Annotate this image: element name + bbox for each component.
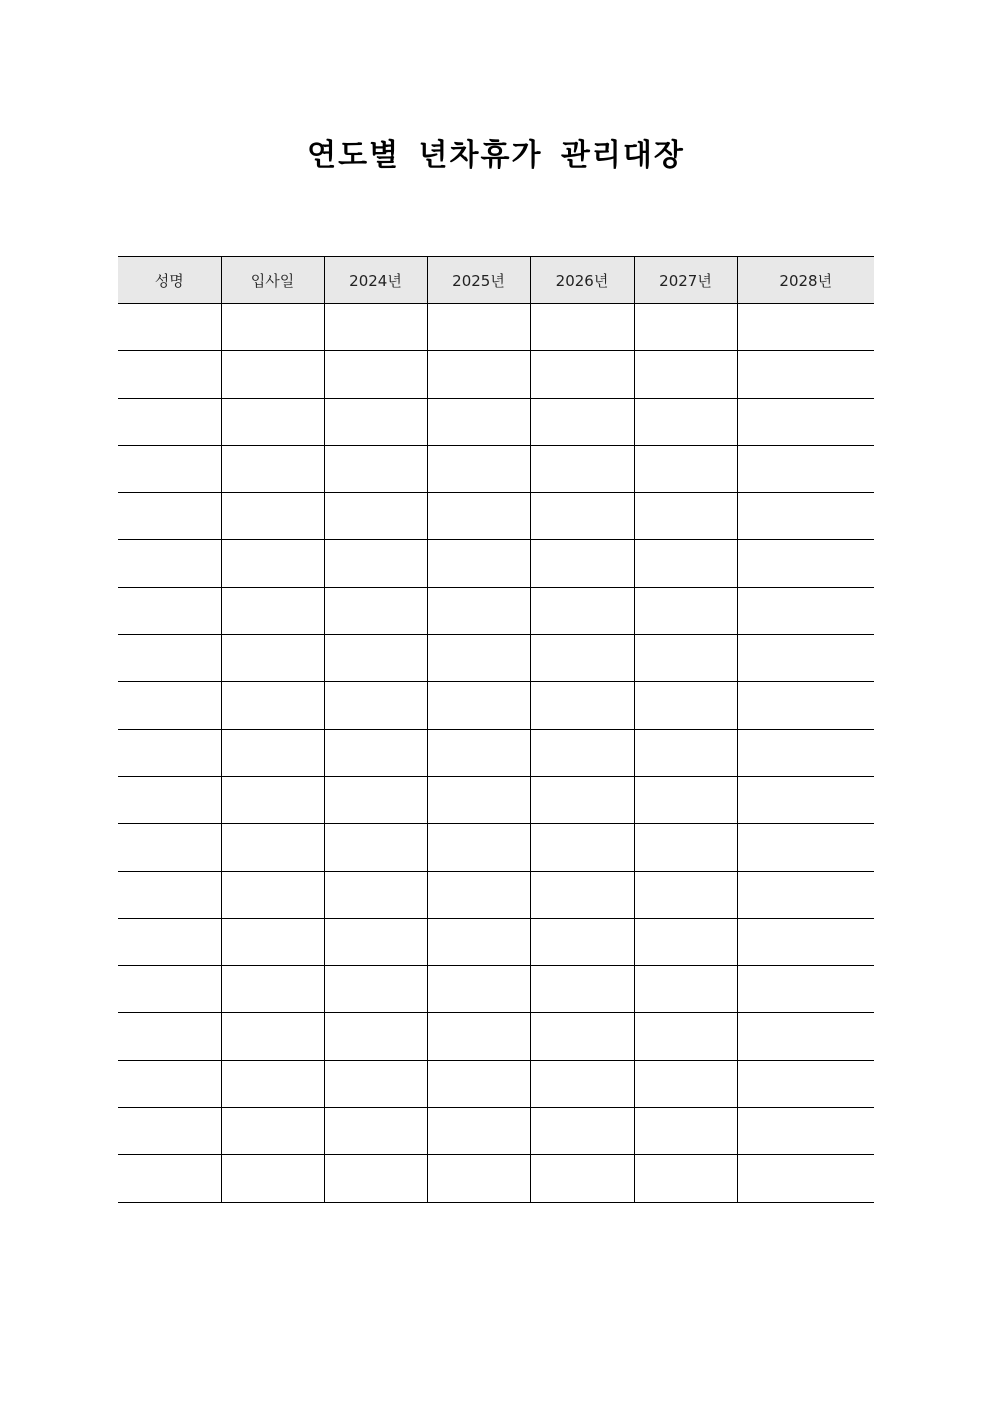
table-cell[interactable]	[634, 1108, 737, 1155]
table-cell[interactable]	[324, 1108, 427, 1155]
table-cell[interactable]	[634, 493, 737, 540]
header-year-2028: 2028년	[737, 257, 874, 304]
table-cell[interactable]	[530, 493, 634, 540]
table-cell[interactable]	[530, 824, 634, 871]
table-cell[interactable]	[221, 1155, 324, 1202]
table-cell[interactable]	[737, 398, 874, 445]
table-header	[118, 257, 874, 304]
table-cell[interactable]	[427, 540, 530, 587]
table-row	[118, 1108, 874, 1155]
table-cell[interactable]	[427, 776, 530, 823]
table-cell[interactable]	[737, 1108, 874, 1155]
table-row	[118, 540, 874, 587]
table-cell[interactable]	[530, 918, 634, 965]
table-cell[interactable]	[530, 540, 634, 587]
table-cell[interactable]	[634, 1060, 737, 1107]
table-row	[118, 445, 874, 492]
table-cell[interactable]	[530, 304, 634, 351]
table-cell[interactable]	[324, 493, 427, 540]
table-cell[interactable]	[737, 587, 874, 634]
header-year-2026: 2026년	[530, 257, 634, 304]
table-cell[interactable]	[221, 398, 324, 445]
table-cell[interactable]	[634, 540, 737, 587]
table-cell[interactable]	[118, 540, 221, 587]
table-row	[118, 351, 874, 398]
table-cell[interactable]	[634, 1013, 737, 1060]
table-cell[interactable]	[221, 966, 324, 1013]
table-cell[interactable]	[118, 1013, 221, 1060]
table-cell[interactable]	[530, 1060, 634, 1107]
table-row	[118, 1060, 874, 1107]
table-cell[interactable]	[737, 966, 874, 1013]
table-row	[118, 1155, 874, 1202]
table-cell[interactable]	[427, 304, 530, 351]
table-cell[interactable]	[634, 776, 737, 823]
table-cell[interactable]	[221, 445, 324, 492]
table-cell[interactable]	[737, 776, 874, 823]
table-cell[interactable]	[737, 445, 874, 492]
table-cell[interactable]	[118, 351, 221, 398]
table-cell[interactable]	[737, 304, 874, 351]
table-row	[118, 1013, 874, 1060]
table-cell[interactable]	[324, 871, 427, 918]
table-cell[interactable]	[530, 398, 634, 445]
annual-leave-table	[118, 256, 874, 1203]
table-cell[interactable]	[530, 1013, 634, 1060]
table-cell[interactable]	[737, 351, 874, 398]
table-cell[interactable]	[118, 871, 221, 918]
table-cell[interactable]	[634, 1155, 737, 1202]
header-hire-date: 입사일	[221, 257, 324, 304]
table-cell[interactable]	[118, 729, 221, 776]
table-cell[interactable]	[118, 398, 221, 445]
table-row	[118, 304, 874, 351]
table-cell[interactable]	[427, 918, 530, 965]
table-cell[interactable]	[324, 729, 427, 776]
table-cell[interactable]	[737, 729, 874, 776]
table-cell[interactable]	[221, 1013, 324, 1060]
table-cell[interactable]	[324, 587, 427, 634]
header-name: 성명	[118, 257, 221, 304]
table-cell[interactable]	[118, 304, 221, 351]
header-year-2027: 2027년	[634, 257, 737, 304]
table-cell[interactable]	[118, 824, 221, 871]
table-cell[interactable]	[427, 351, 530, 398]
table-cell[interactable]	[427, 1155, 530, 1202]
table-cell[interactable]	[530, 966, 634, 1013]
table-cell[interactable]	[324, 966, 427, 1013]
table-cell[interactable]	[530, 776, 634, 823]
table-cell[interactable]	[634, 966, 737, 1013]
table-cell[interactable]	[221, 304, 324, 351]
header-row	[118, 257, 874, 304]
table-cell[interactable]	[221, 682, 324, 729]
table-cell[interactable]	[221, 776, 324, 823]
table-cell[interactable]	[427, 635, 530, 682]
table-cell[interactable]	[324, 304, 427, 351]
table-cell[interactable]	[737, 918, 874, 965]
table-cell[interactable]	[221, 635, 324, 682]
table-cell[interactable]	[427, 824, 530, 871]
table-cell[interactable]	[634, 871, 737, 918]
table-row	[118, 824, 874, 871]
table-cell[interactable]	[530, 1108, 634, 1155]
table-cell[interactable]	[221, 587, 324, 634]
table-cell[interactable]	[324, 540, 427, 587]
table-cell[interactable]	[221, 351, 324, 398]
table-cell[interactable]	[324, 682, 427, 729]
table-cell[interactable]	[634, 918, 737, 965]
table-cell[interactable]	[530, 1155, 634, 1202]
table-cell[interactable]	[221, 540, 324, 587]
table-cell[interactable]	[427, 493, 530, 540]
table-cell[interactable]	[737, 1155, 874, 1202]
table-cell[interactable]	[427, 445, 530, 492]
header-year-2025: 2025년	[427, 257, 530, 304]
table-cell[interactable]	[634, 824, 737, 871]
table-cell[interactable]	[324, 824, 427, 871]
table-cell[interactable]	[634, 635, 737, 682]
table-cell[interactable]	[737, 635, 874, 682]
table-cell[interactable]	[427, 729, 530, 776]
page-title: 연도별 년차휴가 관리대장	[307, 138, 685, 173]
table-cell[interactable]	[427, 1060, 530, 1107]
table-cell[interactable]	[634, 587, 737, 634]
table-cell[interactable]	[737, 824, 874, 871]
table-cell[interactable]	[634, 304, 737, 351]
table-cell[interactable]	[634, 445, 737, 492]
table-cell[interactable]	[324, 351, 427, 398]
table-cell[interactable]	[427, 871, 530, 918]
table-cell[interactable]	[324, 635, 427, 682]
table-cell[interactable]	[118, 682, 221, 729]
table-cell[interactable]	[737, 871, 874, 918]
table-cell[interactable]	[324, 1060, 427, 1107]
table-cell[interactable]	[221, 493, 324, 540]
table-cell[interactable]	[221, 1060, 324, 1107]
table-cell[interactable]	[118, 445, 221, 492]
table-row	[118, 729, 874, 776]
table-cell[interactable]	[221, 824, 324, 871]
header-year-2024: 2024년	[324, 257, 427, 304]
table-cell[interactable]	[324, 1013, 427, 1060]
table-cell[interactable]	[324, 398, 427, 445]
table-cell[interactable]	[530, 682, 634, 729]
table-row	[118, 966, 874, 1013]
table-cell[interactable]	[118, 1155, 221, 1202]
table-row	[118, 918, 874, 965]
table-cell[interactable]	[634, 729, 737, 776]
table-cell[interactable]	[427, 1013, 530, 1060]
table-cell[interactable]	[324, 1155, 427, 1202]
table-cell[interactable]	[427, 1108, 530, 1155]
table-cell[interactable]	[427, 398, 530, 445]
table-cell[interactable]	[737, 493, 874, 540]
table-cell[interactable]	[530, 445, 634, 492]
table-cell[interactable]	[324, 918, 427, 965]
table-cell[interactable]	[118, 1060, 221, 1107]
table-row	[118, 635, 874, 682]
table-cell[interactable]	[118, 493, 221, 540]
table-cell[interactable]	[221, 729, 324, 776]
table-cell[interactable]	[324, 776, 427, 823]
table-cell[interactable]	[634, 398, 737, 445]
table-cell[interactable]	[737, 540, 874, 587]
table-cell[interactable]	[118, 1108, 221, 1155]
table-cell[interactable]	[427, 682, 530, 729]
table-row	[118, 398, 874, 445]
table-row	[118, 682, 874, 729]
table-cell[interactable]	[118, 776, 221, 823]
table-cell[interactable]	[221, 871, 324, 918]
table-cell[interactable]	[737, 1060, 874, 1107]
table-cell[interactable]	[530, 587, 634, 634]
table-cell[interactable]	[737, 1013, 874, 1060]
table-row	[118, 871, 874, 918]
table-cell[interactable]	[737, 682, 874, 729]
table-cell[interactable]	[118, 587, 221, 634]
table-cell[interactable]	[427, 966, 530, 1013]
table-cell[interactable]	[118, 918, 221, 965]
table-cell[interactable]	[118, 635, 221, 682]
table-cell[interactable]	[427, 587, 530, 634]
table-cell[interactable]	[634, 682, 737, 729]
table-cell[interactable]	[530, 635, 634, 682]
table-cell[interactable]	[118, 966, 221, 1013]
table-body	[118, 304, 874, 1203]
table-cell[interactable]	[634, 351, 737, 398]
table-cell[interactable]	[530, 871, 634, 918]
table-cell[interactable]	[221, 918, 324, 965]
table-cell[interactable]	[530, 729, 634, 776]
table-cell[interactable]	[530, 351, 634, 398]
table-cell[interactable]	[221, 1108, 324, 1155]
table-cell[interactable]	[324, 445, 427, 492]
table-row	[118, 776, 874, 823]
table-row	[118, 587, 874, 634]
table-row	[118, 493, 874, 540]
